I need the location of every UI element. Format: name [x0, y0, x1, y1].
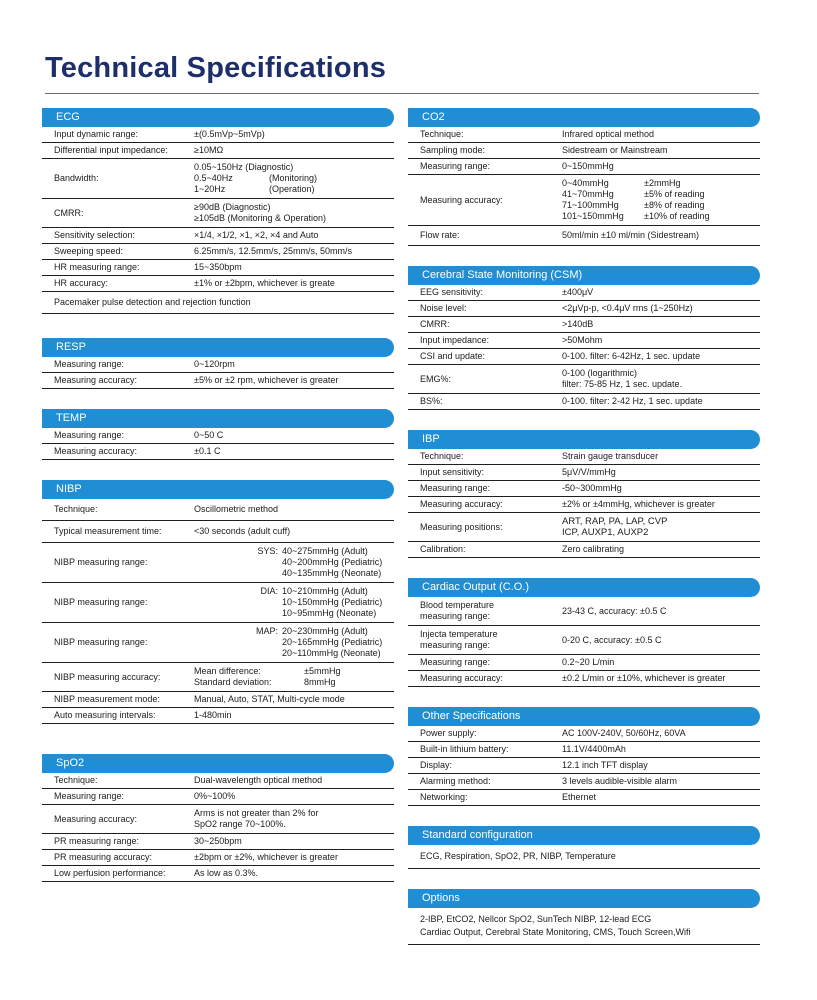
spec-value: 0~120rpm [190, 357, 394, 373]
section-header-standard-configuration: Standard configuration [408, 826, 760, 845]
spec-value [190, 805, 394, 834]
spec-value: Ethernet [558, 790, 760, 806]
spec-label-line: measuring range: [420, 611, 491, 621]
spec-value: 0-20 C, accuracy: ±0.5 C [558, 626, 760, 655]
section-options [408, 889, 760, 945]
spec-label: Input sensitivity: [408, 465, 558, 481]
spec-value: As low as 0.3%. [190, 866, 394, 882]
spec-value-part: ±5mmHg [304, 666, 341, 676]
table-row [408, 597, 760, 626]
spec-value-part: 71~100mmHg [562, 200, 619, 210]
spec-value [190, 159, 394, 199]
spec-label: Technique: [42, 773, 190, 789]
spec-value-line [562, 211, 757, 222]
spec-value: 23-43 C, accuracy: ±0.5 C [558, 597, 760, 626]
spec-value [558, 175, 760, 226]
spec-value: 0%~100% [190, 789, 394, 805]
spec-value: ±0.1 C [190, 444, 394, 460]
spec-label: EMG%: [408, 365, 558, 394]
spec-label: NIBP measuring range: [42, 543, 190, 583]
spec-value: 50ml/min ±10 ml/min (Sidestream) [558, 226, 760, 246]
table-row [42, 583, 394, 623]
spec-value: 3 levels audible-visible alarm [558, 774, 760, 790]
table-row [408, 758, 760, 774]
spec-label: CMRR: [408, 317, 558, 333]
table-row [42, 543, 394, 583]
table-row [408, 349, 760, 365]
spec-value-part: 0~40mmHg [562, 178, 609, 188]
spec-value: Infrared optical method [558, 127, 760, 143]
spec-value [190, 199, 394, 228]
spec-label: Measuring range: [42, 428, 190, 444]
spec-table-ecg [42, 127, 394, 314]
spec-label: Measuring positions: [408, 513, 558, 542]
spec-value-line [562, 178, 757, 189]
section-header-other-specifications: Other Specifications [408, 707, 760, 726]
spec-label: Measuring accuracy: [408, 175, 558, 226]
spec-value-line [194, 626, 391, 637]
spec-value-part: 20~230mmHg (Adult) [282, 626, 368, 636]
spec-value: >140dB [558, 317, 760, 333]
table-row [42, 623, 394, 663]
spec-label: Input dynamic range: [42, 127, 190, 143]
section-resp [42, 338, 394, 389]
section-other-specifications [408, 707, 760, 806]
page-title: Technical Specifications [45, 52, 387, 84]
spec-value-prefix: MAP: [255, 626, 278, 636]
spec-label: Bandwidth: [42, 159, 190, 199]
spec-value-part: 10~210mmHg (Adult) [282, 586, 368, 596]
table-row [42, 850, 394, 866]
table-row [42, 373, 394, 389]
spec-label: CSI and update: [408, 349, 558, 365]
spec-label-line: Injecta temperature [420, 629, 498, 639]
spec-value [190, 583, 394, 623]
spec-value: 30~250bpm [190, 834, 394, 850]
spec-table-ibp [408, 449, 760, 558]
table-row [408, 626, 760, 655]
spec-label: Sweeping speed: [42, 244, 190, 260]
table-row [42, 866, 394, 882]
spec-value: 0-100. filter: 2-42 Hz, 1 sec. update [558, 394, 760, 410]
spec-value [558, 365, 760, 394]
spec-value: 12.1 inch TFT display [558, 758, 760, 774]
table-row [408, 774, 760, 790]
section-standard-configuration [408, 826, 760, 869]
section-header-spo2: SpO2 [42, 754, 394, 773]
table-row [408, 333, 760, 349]
spec-value-part: 10~150mmHg (Pediatric) [282, 597, 383, 607]
table-row [408, 226, 760, 246]
spec-label [408, 626, 558, 655]
spec-value-line: filter: 75-85 Hz, 1 sec. update. [562, 379, 683, 389]
section-csm [408, 266, 760, 410]
spec-value-part: ±8% of reading [644, 200, 705, 210]
section-spo2 [42, 754, 394, 882]
spec-value [558, 513, 760, 542]
spec-label: Measuring range: [42, 357, 190, 373]
spec-label: HR measuring range: [42, 260, 190, 276]
spec-value-part: (Operation) [269, 184, 315, 194]
spec-table-other [408, 726, 760, 806]
section-header-csm: Cerebral State Monitoring (CSM) [408, 266, 760, 285]
spec-value-prefix: DIA: [260, 586, 278, 596]
right-column [408, 108, 760, 965]
title-divider [45, 93, 759, 94]
spec-value-part: ±10% of reading [644, 211, 710, 221]
spec-value: -50~300mmHg [558, 481, 760, 497]
section-ecg [42, 108, 394, 314]
spec-value-part: 10~95mmHg (Neonate) [282, 608, 377, 618]
table-row [408, 655, 760, 671]
spec-value: 11.1V/4400mAh [558, 742, 760, 758]
table-row [42, 228, 394, 244]
spec-label: Flow rate: [408, 226, 558, 246]
spec-label: NIBP measurement mode: [42, 692, 190, 708]
left-column [42, 108, 394, 902]
table-row [408, 449, 760, 465]
section-cardiac-output [408, 578, 760, 687]
spec-note: Pacemaker pulse detection and rejection function [42, 292, 394, 314]
spec-table-csm [408, 285, 760, 410]
spec-value-part: 41~70mmHg [562, 189, 614, 199]
spec-label: PR measuring range: [42, 834, 190, 850]
spec-value-line [562, 200, 757, 211]
spec-value: Manual, Auto, STAT, Multi-cycle mode [190, 692, 394, 708]
spec-table-temp [42, 428, 394, 460]
spec-value-line [194, 648, 391, 659]
spec-label: Measuring range: [408, 655, 558, 671]
spec-value-part: 8mmHg [304, 677, 336, 687]
table-row [42, 789, 394, 805]
table-row [408, 317, 760, 333]
table-row [408, 742, 760, 758]
spec-label: Sampling mode: [408, 143, 558, 159]
section-header-nibp: NIBP [42, 480, 394, 499]
table-row [42, 834, 394, 850]
spec-table-spo2 [42, 773, 394, 882]
table-row [408, 513, 760, 542]
spec-label: Technique: [408, 449, 558, 465]
table-row [408, 465, 760, 481]
spec-value: 15~350bpm [190, 260, 394, 276]
spec-value-line [562, 189, 757, 200]
spec-value: <30 seconds (adult cuff) [190, 521, 394, 543]
table-row [42, 199, 394, 228]
table-row [42, 292, 394, 314]
spec-value: 0~150mmHg [558, 159, 760, 175]
section-header-co2: CO2 [408, 108, 760, 127]
spec-value-part: 101~150mmHg [562, 211, 624, 221]
spec-label: Differential input impedance: [42, 143, 190, 159]
spec-table-resp [42, 357, 394, 389]
spec-label: Built-in lithium battery: [408, 742, 558, 758]
spec-value: 1-480min [190, 708, 394, 724]
table-row [408, 143, 760, 159]
section-co2 [408, 108, 760, 246]
spec-value: 0-100. filter: 6-42Hz, 1 sec. update [558, 349, 760, 365]
spec-label: Typical measurement time: [42, 521, 190, 543]
section-temp [42, 409, 394, 460]
spec-value: ±(0.5mVp~5mVp) [190, 127, 394, 143]
spec-value-line [194, 597, 391, 608]
table-row [408, 726, 760, 742]
spec-value-line [194, 184, 391, 195]
section-header-temp: TEMP [42, 409, 394, 428]
table-row [42, 428, 394, 444]
spec-label: CMRR: [42, 199, 190, 228]
spec-label-line: Blood temperature [420, 600, 495, 610]
spec-value: 0~50 C [190, 428, 394, 444]
spec-value: Oscillometric method [190, 499, 394, 521]
spec-table-co2 [408, 127, 760, 246]
spec-value [190, 663, 394, 692]
spec-value-line [194, 557, 391, 568]
spec-label [408, 597, 558, 626]
spec-value: ±2bpm or ±2%, whichever is greater [190, 850, 394, 866]
spec-value-part: 40~135mmHg (Neonate) [282, 568, 382, 578]
spec-value-line [194, 586, 391, 597]
table-row [42, 444, 394, 460]
section-nibp [42, 480, 394, 724]
section-header-resp: RESP [42, 338, 394, 357]
spec-value: Zero calibrating [558, 542, 760, 558]
spec-value-line: 0-100 (logarithmic) [562, 368, 638, 378]
table-row [42, 708, 394, 724]
table-row [408, 127, 760, 143]
spec-table-cardiac-output [408, 597, 760, 687]
table-row [408, 365, 760, 394]
section-header-ibp: IBP [408, 430, 760, 449]
spec-value-line [194, 637, 391, 648]
table-row [408, 790, 760, 806]
spec-value-part: 1~20Hz [194, 184, 226, 194]
spec-value: ±5% or ±2 rpm, whichever is greater [190, 373, 394, 389]
spec-value-part: 20~110mmHg (Neonate) [282, 648, 381, 658]
table-row [408, 159, 760, 175]
spec-value-line [194, 568, 391, 579]
spec-label-line: measuring range: [420, 640, 491, 650]
spec-label: NIBP measuring range: [42, 583, 190, 623]
table-row [42, 663, 394, 692]
spec-label: Technique: [42, 499, 190, 521]
spec-label: Low perfusion performance: [42, 866, 190, 882]
table-row [42, 521, 394, 543]
spec-value: >50Mohm [558, 333, 760, 349]
table-row [408, 481, 760, 497]
spec-value-line [194, 666, 391, 677]
table-row [42, 499, 394, 521]
spec-label: Measuring accuracy: [42, 805, 190, 834]
spec-value-part: ±5% of reading [644, 189, 705, 199]
spec-value-part: 40~200mmHg (Pediatric) [282, 557, 383, 567]
table-row [408, 497, 760, 513]
spec-label: Power supply: [408, 726, 558, 742]
spec-label: EEG sensitivity: [408, 285, 558, 301]
spec-value-line [194, 546, 391, 557]
spec-label: NIBP measuring range: [42, 623, 190, 663]
table-row [408, 301, 760, 317]
spec-label: Noise level: [408, 301, 558, 317]
spec-table-nibp [42, 499, 394, 724]
spec-value [190, 623, 394, 663]
table-row [408, 542, 760, 558]
spec-value: ±2% or ±4mmHg, whichever is greater [558, 497, 760, 513]
spec-label: NIBP measuring accuracy: [42, 663, 190, 692]
spec-value-part: ±2mmHg [644, 178, 681, 188]
spec-value: ≥10MΩ [190, 143, 394, 159]
spec-label: Display: [408, 758, 558, 774]
spec-value-prefix: SYS: [257, 546, 278, 556]
table-row [42, 260, 394, 276]
spec-value-line: Arms is not greater than 2% for [194, 808, 319, 818]
spec-value: Sidestream or Mainstream [558, 143, 760, 159]
section-ibp [408, 430, 760, 558]
table-row [408, 671, 760, 687]
spec-value-part: 20~165mmHg (Pediatric) [282, 637, 383, 647]
table-row [42, 127, 394, 143]
spec-value: ±0.2 L/min or ±10%, whichever is greater [558, 671, 760, 687]
section-header-ecg: ECG [42, 108, 394, 127]
section-header-options: Options [408, 889, 760, 908]
spec-label: Alarming method: [408, 774, 558, 790]
spec-value-line [194, 677, 391, 688]
spec-value-line: ≥105dB (Monitoring & Operation) [194, 213, 327, 223]
table-row [42, 805, 394, 834]
spec-value-line: ICP, AUXP1, AUXP2 [562, 527, 649, 538]
spec-label: Measuring accuracy: [408, 497, 558, 513]
table-row [42, 143, 394, 159]
table-row [42, 357, 394, 373]
spec-value: ±400μV [558, 285, 760, 301]
table-row [42, 244, 394, 260]
spec-label: Technique: [408, 127, 558, 143]
table-row [408, 285, 760, 301]
table-row [42, 692, 394, 708]
spec-label: BS%: [408, 394, 558, 410]
spec-label: Calibration: [408, 542, 558, 558]
table-row [42, 773, 394, 789]
spec-value: Dual-wavelength optical method [190, 773, 394, 789]
table-row [42, 276, 394, 292]
spec-label: HR accuracy: [42, 276, 190, 292]
spec-label: Measuring accuracy: [408, 671, 558, 687]
table-row [408, 394, 760, 410]
spec-label: Networking: [408, 790, 558, 806]
spec-value-part: Mean difference: [194, 666, 261, 676]
table-row [42, 159, 394, 199]
standard-configuration-list [408, 845, 760, 869]
section-header-cardiac-output: Cardiac Output (C.O.) [408, 578, 760, 597]
spec-label: Input impedance: [408, 333, 558, 349]
spec-label: Sensitivity selection: [42, 228, 190, 244]
standard-configuration-text: ECG, Respiration, SpO2, PR, NIBP, Temperature [420, 851, 616, 861]
spec-label: Measuring range: [42, 789, 190, 805]
spec-value: 5μV/V/mmHg [558, 465, 760, 481]
spec-label: Measuring accuracy: [42, 373, 190, 389]
spec-label: PR measuring accuracy: [42, 850, 190, 866]
options-line: Cardiac Output, Cerebral State Monitoring, CMS, Touch Screen,Wifi [420, 927, 691, 937]
spec-value-part: (Monitoring) [269, 173, 318, 183]
spec-value: <2μVp-p, <0.4μV rms (1~250Hz) [558, 301, 760, 317]
spec-value-line [194, 608, 391, 619]
options-list [408, 908, 760, 945]
spec-value: 0.2~20 L/min [558, 655, 760, 671]
spec-value-part: 0.5~40Hz [194, 173, 233, 183]
spec-value: Strain gauge transducer [558, 449, 760, 465]
spec-label: Measuring range: [408, 481, 558, 497]
spec-label: Measuring accuracy: [42, 444, 190, 460]
spec-label: Measuring range: [408, 159, 558, 175]
options-line: 2-IBP, EtCO2, Nellcor SpO2, SunTech NIBP, 12-lead ECG [420, 914, 652, 924]
spec-value [190, 543, 394, 583]
spec-value-line: 0.05~150Hz (Diagnostic) [194, 162, 294, 172]
table-row [408, 175, 760, 226]
spec-value-line: SpO2 range 70~100%. [194, 819, 286, 829]
spec-value-line [194, 173, 391, 184]
spec-value-line: ART, RAP, PA, LAP, CVP [562, 516, 668, 527]
spec-label: Auto measuring intervals: [42, 708, 190, 724]
spec-value: 6.25mm/s, 12.5mm/s, 25mm/s, 50mm/s [190, 244, 394, 260]
spec-value-line: ≥90dB (Diagnostic) [194, 202, 271, 212]
spec-value: AC 100V-240V, 50/60Hz, 60VA [558, 726, 760, 742]
spec-value: ±1% or ±2bpm, whichever is greate [190, 276, 394, 292]
spec-value-part: Standard deviation: [194, 677, 272, 687]
spec-value: ×1/4, ×1/2, ×1, ×2, ×4 and Auto [190, 228, 394, 244]
spec-value-part: 40~275mmHg (Adult) [282, 546, 368, 556]
